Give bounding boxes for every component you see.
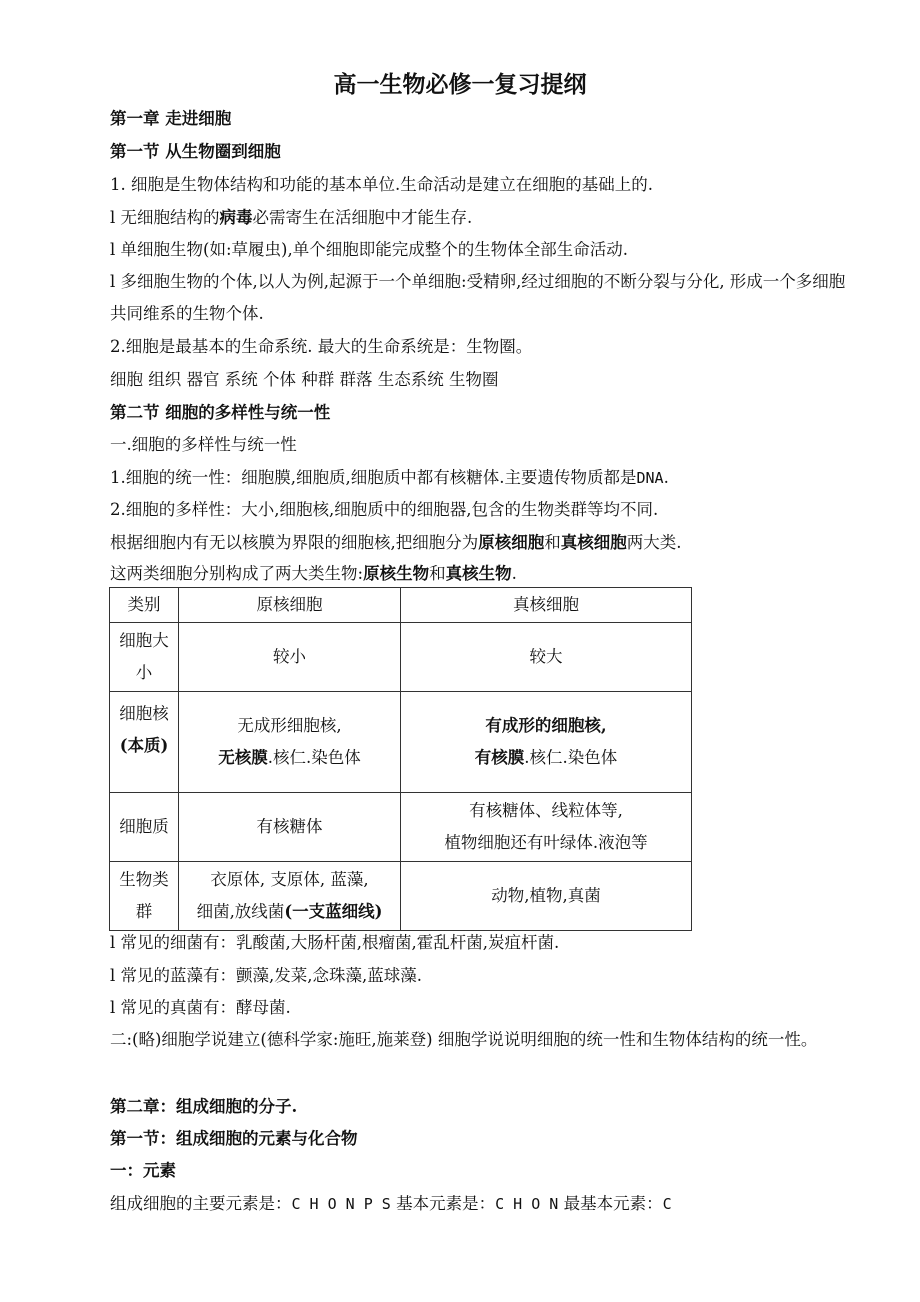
section-3-heading: 第一节：组成细胞的元素与化合物 bbox=[110, 1129, 358, 1148]
table-cell: 有核糖体 bbox=[179, 793, 401, 862]
paragraph: 组成细胞的主要元素是：C H O N P S 基本元素是：C H O N 最基本元素：C bbox=[110, 1194, 672, 1213]
table-header: 原核细胞 bbox=[179, 588, 401, 623]
cell-line: 无成形细胞核, bbox=[237, 716, 342, 735]
table-row bbox=[110, 623, 692, 692]
cell-line: 衣原体, 支原体, 蓝藻, bbox=[210, 870, 369, 889]
table-header: 真核细胞 bbox=[401, 588, 692, 623]
paragraph: 细胞 组织 器官 系统 个体 种群 群落 生态系统 生物圈 bbox=[110, 370, 499, 389]
section-2-heading: 第二节 细胞的多样性与统一性 bbox=[110, 403, 331, 422]
paragraph: 一.细胞的多样性与统一性 bbox=[110, 435, 297, 454]
cell-line: 有成形的细胞核, bbox=[485, 716, 607, 735]
paragraph: l 常见的真菌有：酵母菌. bbox=[110, 998, 291, 1017]
cell-line: 无核膜.核仁.染色体 bbox=[218, 748, 361, 767]
chapter-1-heading: 第一章 走进细胞 bbox=[110, 109, 232, 128]
subsection-heading: 一：元素 bbox=[110, 1161, 176, 1180]
cell-line: 植物细胞还有叶绿体.液泡等 bbox=[444, 833, 648, 852]
cell-line: 细菌,放线菌(一支蓝细线) bbox=[196, 902, 383, 921]
paragraph: 根据细胞内有无以核膜为界限的细胞核,把细胞分为原核细胞和真核细胞两大类. bbox=[110, 533, 682, 552]
cell-line: 有核膜.核仁.染色体 bbox=[474, 748, 618, 767]
paragraph: l 常见的蓝藻有：颤藻,发菜,念珠藻,蓝球藻. bbox=[110, 966, 423, 985]
table-cell bbox=[110, 692, 179, 793]
paragraph: l 单细胞生物(如:草履虫),单个细胞即能完成整个的生物体全部生命活动. bbox=[110, 240, 628, 259]
table-row bbox=[110, 793, 692, 862]
table-cell: 较大 bbox=[401, 623, 692, 692]
table-cell: 生物类群 bbox=[110, 862, 179, 931]
paragraph: 2.细胞的多样性：大小,细胞核,细胞质中的细胞器,包含的生物类群等均不同. bbox=[110, 500, 659, 519]
paragraph: l 多细胞生物的个体,以人为例,起源于一个单细胞:受精卵,经过细胞的不断分裂与分化, 形成一个多细胞共同维系的生物个体. bbox=[110, 272, 846, 323]
paragraph: l 常见的细菌有：乳酸菌,大肠杆菌,根瘤菌,霍乱杆菌,炭疽杆菌. bbox=[110, 933, 560, 952]
cell-line: 有核糖体、线粒体等, bbox=[469, 801, 623, 820]
table-cell: 动物,植物,真菌 bbox=[401, 862, 692, 931]
paragraph: 2.细胞是最基本的生命系统. 最大的生命系统是：生物圈。 bbox=[110, 337, 533, 356]
table-cell bbox=[401, 793, 692, 862]
paragraph: 二:(略)细胞学说建立(德科学家:施旺,施莱登) 细胞学说说明细胞的统一性和生物体结构的统一性。 bbox=[110, 1030, 818, 1049]
table-header: 类别 bbox=[110, 588, 179, 623]
table-row bbox=[110, 862, 692, 931]
section-1-heading: 第一节 从生物圈到细胞 bbox=[110, 142, 281, 161]
chapter-2-heading: 第二章：组成细胞的分子. bbox=[110, 1097, 298, 1116]
paragraph: l 无细胞结构的病毒必需寄生在活细胞中才能生存. bbox=[110, 208, 473, 227]
paragraph: 1.细胞的统一性：细胞膜,细胞质,细胞质中都有核糖体.主要遗传物质都是DNA. bbox=[110, 468, 669, 487]
cell-comparison-table bbox=[109, 587, 692, 931]
cell-line: (本质) bbox=[119, 736, 169, 755]
table-cell: 细胞大小 bbox=[110, 623, 179, 692]
document-title: 高一生物必修一复习提纲 bbox=[333, 71, 587, 98]
cell-line: 细胞核 bbox=[119, 704, 169, 723]
paragraph: 1. 细胞是生物体结构和功能的基本单位.生命活动是建立在细胞的基础上的. bbox=[110, 175, 653, 194]
table-cell bbox=[179, 692, 401, 793]
table-header-row bbox=[110, 588, 692, 623]
paragraph: 这两类细胞分别构成了两大类生物:原核生物和真核生物. bbox=[110, 564, 517, 583]
table-cell: 较小 bbox=[179, 623, 401, 692]
table-cell bbox=[179, 862, 401, 931]
table-cell bbox=[401, 692, 692, 793]
table-row bbox=[110, 692, 692, 793]
table-cell: 细胞质 bbox=[110, 793, 179, 862]
